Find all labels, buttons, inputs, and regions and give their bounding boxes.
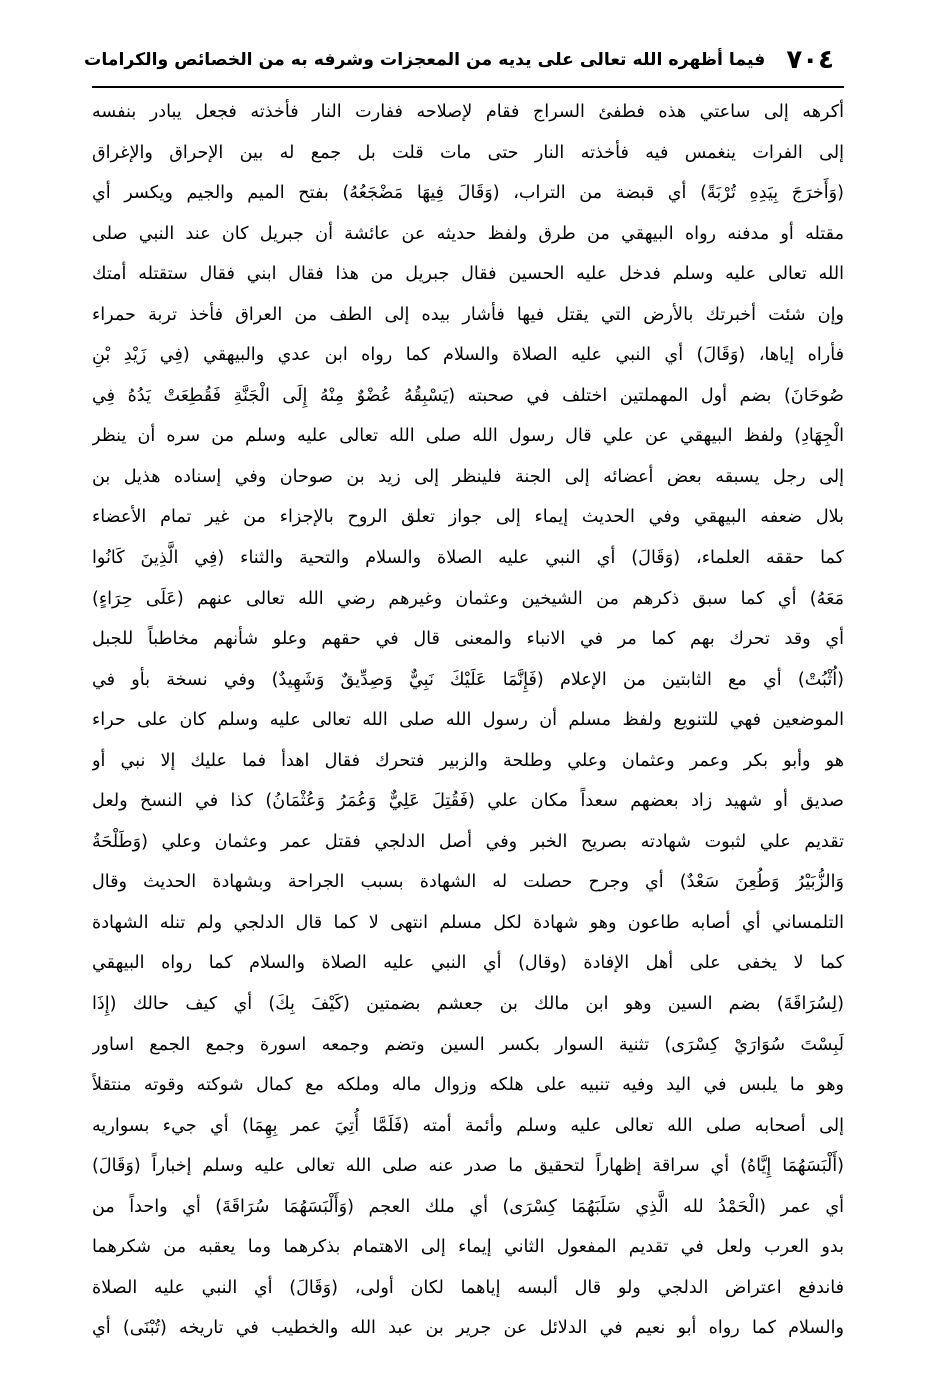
text-line: وَالزُّبَيْرُ وَطُعِنَ سَعْدٌ) أي وجرح حصلت له الشهادة بسبب الجراحة وبشهادة الحديث وقال bbox=[92, 872, 844, 893]
text-line: أكرهه إلى ساعتي هذه فطفئ السراج فقام لإصلاحه ففارت النار فأخذته فجعل يبادر بنفسه bbox=[92, 102, 844, 122]
text-body bbox=[92, 92, 844, 1349]
text-line: إلى الفرات ينغمس فيه فأخذته النار حتى مات قلت بل جمع له بين الإحراق والإغراق bbox=[92, 142, 844, 163]
text-line: فأراه إياها، (وَقَالَ) أي النبي عليه الصلاة والسلام كما رواه ابن عدي والبيهقي (فِي زَيْدِ بْنِ bbox=[92, 345, 844, 366]
text-line: (أَلْبَسَهُمَا إِيَّاهُ) أي سراقة إظهاراً لتحقيق ما صدر عنه صلى الله تعالى عليه وسلم إخباراً (وَقَالَ) bbox=[92, 1156, 844, 1177]
text-line: أي وقد تحرك بهم كما مر في الانباء والمعنى قال في حقهم وعلو شأنهم مخاطباً للجبل bbox=[92, 629, 844, 650]
text-line: (اُثْبُتْ) أي مع الثابتين من الإعلام (فَإِنَّمَا عَلَيْكَ نَبِيٌّ وَصِدِّيقٌ وَشَهِيدٌ) وفي نسخة بأو في bbox=[92, 669, 844, 690]
text-line: لَبِسْتَ سُوَارَيْ كِسْرَى) تثنية السوار بكسر السين وتضم وجمعه اسورة وجمع الجمع اساور bbox=[92, 1034, 844, 1055]
text-line: إلى أصحابه صلى الله تعالى عليه وسلم وأئمة أمته (فَلَمَّا أُتِيَ عمر بِهِمَا) أي جيء بسواريه bbox=[92, 1115, 844, 1136]
page-number: ٧٠٤ bbox=[786, 45, 834, 75]
text-line: التلمساني أي أصابه طاعون وهو شهادة لكل مسلم انتهى لا كما قال الدلجي ولم تنله الشهادة bbox=[92, 912, 844, 933]
text-line: الموضعين فهي للتنويع ولفظ مسلم أن رسول الله صلى الله تعالى عليه وسلم كان على حراء bbox=[92, 710, 844, 731]
text-line: صُوحَانَ) بضم أول المهملتين اختلف في صحبته (يَسْبِقُهُ عُضْوٌ مِنْهُ إِلَى الْجَنَّةِ فَقُطِعَتْ يَدُهُ فِي bbox=[92, 385, 844, 406]
text-line: (وَأَخرَجَ بِيَدِهِ تُرْبَةً) أي قبضة من التراب، (وَقَالَ فِيهَا مَضْجَعُهُ) بفتح الميم والجيم ويكسر أي bbox=[92, 183, 844, 204]
text-line: إلى رجل يسبقه بعض أعضائه إلى الجنة فلينظر إلى زيد بن صوحان وفي إسناده هذيل بن bbox=[92, 466, 844, 487]
text-line: فاندفع اعتراض الدلجي ولو قال ألبسه إياهما لكان أولى، (وَقَالَ) أي النبي عليه الصلاة bbox=[92, 1277, 844, 1298]
text-line: مقتله أو مدفنه رواه البيهقي من طرق ولفظ حديثه عن عائشة أن جبريل كان عند النبي صلى bbox=[92, 223, 844, 244]
text-line: الله تعالى عليه وسلم فدخل عليه الحسين فقال جبريل من هذا فقال ابني فقال ستقتله أمتك bbox=[92, 264, 844, 285]
running-title: فيما أظهره الله تعالى على يديه من المعجزات وشرفه به من الخصائص والكرامات bbox=[84, 50, 766, 70]
text-line: وإن شئت أخبرتك بالأرض التي يقتل فيها فأشار بيده إلى الطف من العراق فأخذ تربة حمراء bbox=[92, 304, 844, 325]
text-line: مَعَهُ) أي كما سبق ذكرهم من الشيخين وعثمان وغيرهم رضي الله تعالى عنهم (عَلَى حِرَاءٍ) bbox=[92, 588, 844, 609]
text-line: كما لا يخفى على أهل الإفادة (وقال) أي النبي عليه الصلاة والسلام كما رواه البيهقي bbox=[92, 953, 844, 974]
text-line: أي عمر (الْحَمْدُ لله الَّذِي سَلَبَهُمَا كِسْرَى) أي ملك العجم (وَأَلْبَسَهُمَا سُرَاقَةَ) أي واحداً من bbox=[92, 1196, 844, 1217]
text-line: بلال ضعفه البيهقي وفي الحديث إيماء إلى جواز تعلق الروح بالإجزاء من غير تمام الأعضاء bbox=[92, 507, 844, 528]
text-line: الْجِهَادِ) ولفظ البيهقي عن علي قال رسول الله صلى الله تعالى عليه وسلم من سره أن ينظر bbox=[92, 426, 844, 447]
header-rule bbox=[92, 86, 844, 88]
text-line: صديق أو شهيد زاد بعضهم سعداً مكان علي (فَقُتِلَ عَلِيٌّ وَعُمَرُ وَعُثْمَانُ) كذا في النسخ ولعل bbox=[92, 791, 844, 812]
text-line: تقديم علي لثبوت شهادته بصريح الخبر وفي أصل الدلجي فقتل عمر وعثمان وعلي (وَطَلْحَةُ bbox=[92, 831, 844, 852]
text-line: (لِسُرَاقَةَ) بضم السين وهو ابن مالك بن جعشم بضمتين (كَيْفَ بِكَ) أي كيف حالك (إِذَا bbox=[92, 994, 844, 1015]
text-line: والسلام كما رواه أبو نعيم في الدلائل عن جرير بن عبد الله والخطيب في تاريخه (تُبْنَى) أي bbox=[92, 1318, 844, 1339]
text-line: هو وأبو بكر وعمر وعثمان وعلي وطلحة والزبير فتحرك فقال اهدأ فما عليك إلا نبي أو bbox=[92, 750, 844, 771]
text-line: بدو العرب ولعل في تقديم المفعول الثاني إيماء إلى الاهتمام بذكرهما وما يعقبه من شكرهما bbox=[92, 1237, 844, 1258]
page-header bbox=[84, 36, 834, 84]
text-line: وهو ما يلبس في اليد وفيه تنبيه على هلكه وزوال ماله وملكه مع كمال شوكته وقوته منتقلاً bbox=[92, 1075, 844, 1096]
text-line: كما حققه العلماء، (وَقَالَ) أي النبي عليه الصلاة والسلام والتحية والثناء (فِي الَّذِينَ كَانُوا bbox=[92, 548, 844, 569]
